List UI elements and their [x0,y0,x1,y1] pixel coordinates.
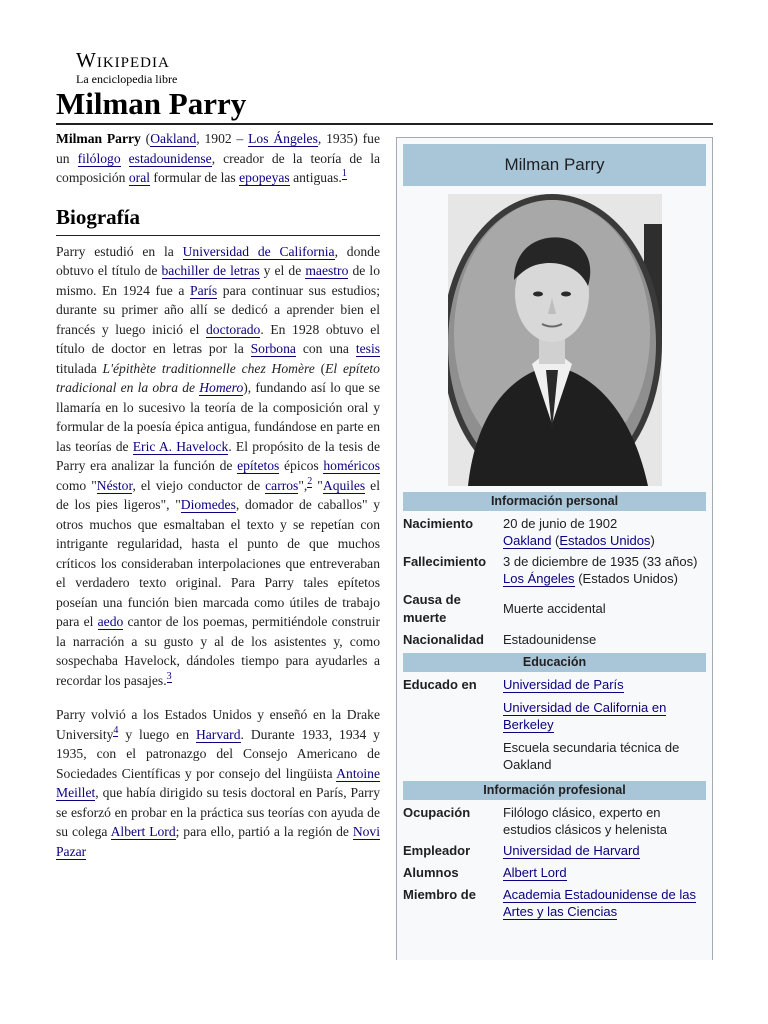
infobox [396,137,713,960]
link-sorbona[interactable]: Sorbona [250,341,296,356]
page-title: Milman Parry [56,86,247,121]
link-universidad-california-berkeley[interactable]: Universidad de California en Berkeley [503,700,667,732]
link-havelock[interactable]: Eric A. Havelock [132,438,229,454]
link-epitetos[interactable]: epítetos [237,458,280,473]
section-profesional: Información profesional [403,781,706,800]
row-nacionalidad: Nacionalidad Estadounidense [403,632,597,647]
link-aedo[interactable]: aedo [97,614,124,629]
link-los-angeles-infobox[interactable]: Los Ángeles [503,571,575,586]
row-miembro-de: Miembro de Academia Estadounidense de las Artes y las Ciencias [403,887,696,919]
link-universidad-harvard[interactable]: Universidad de Harvard [503,843,640,858]
link-homero[interactable]: Homero [199,380,244,395]
link-diomedes[interactable]: Diomedes [180,497,236,512]
link-carros[interactable]: carros [265,477,299,493]
reference-4[interactable]: 4 [113,724,119,736]
row-ocupacion: Ocupación Filólogo clásico, experto en estudios clásicos y helenista [403,805,668,837]
subject-name: Milman Parry [56,131,141,146]
link-doctorado[interactable]: doctorado [206,321,261,337]
wikipedia-wordmark: Wikipedia [76,48,170,72]
link-filologo[interactable]: filólogo [77,150,121,166]
portrait-photo[interactable] [448,194,662,486]
link-estados-unidos[interactable]: Estados Unidos [559,533,651,548]
thesis-translation: El epíteto tradicional en la obra de Homero [56,360,380,395]
link-estadounidense[interactable]: estadounidense [128,150,212,166]
wikipedia-logo[interactable] [76,48,177,86]
link-oakland[interactable]: Oakland [150,131,197,146]
link-academia-estadounidense[interactable]: Academia Estadounidense de las Artes y las Ciencias [503,887,696,919]
link-universidad-california[interactable]: Universidad de California [182,243,335,259]
row-causa-muerte: Causa de muerte Muerte accidental [403,592,606,625]
link-epopeyas[interactable]: epopeyas [239,170,290,185]
row-alumnos: Alumnos Albert Lord [403,865,567,880]
section-educacion: Educación [403,653,706,672]
infobox-title: Milman Parry [403,144,706,186]
link-harvard[interactable]: Harvard [195,726,241,742]
article-body [56,129,380,876]
reference-1[interactable]: 1 [341,168,347,180]
link-albert-lord[interactable]: Albert Lord [110,824,176,839]
link-los-angeles[interactable]: Los Ángeles [248,131,318,146]
link-tesis[interactable]: tesis [355,341,381,356]
link-albert-lord-infobox[interactable]: Albert Lord [503,865,567,880]
link-antoine-meillet[interactable]: Antoine Meillet [56,765,380,800]
biography-paragraph-1: Parry estudió en la Universidad de California, donde obtuvo el título de bachiller de letras y el de maestro de lo mismo. En 1924 fue a París para continuar sus estudios; durante su primer año allí se dedicó a aprender bien el francés y luego inició el doctorado. En 1928 obtuvo el título de doctor en letras por la Sorbona con una tesis titulada L'épithète traditionnelle chez Homère (El epíteto tradicional en la obra de Homero), fundando así lo que se llamaría en lo sucesivo la teoría de la composición oral y formular de la poesía épica antigua, fundándose en parte en las teorías de Eric A. Havelock. El propósito de la tesis de Parry era analizar la función de epítetos épicos homéricos como "Néstor, el viejo conductor de carros",$^2$ "Aquiles el de los pies ligeros", "Diomedes, domador de caballos" y otros muchos que esmaltaban el texto y se repetían con intrigante regularidad, hasta el punto de que muchos críticos los consideraban interpolaciones que entreveraban el verdadero texto original. Para Parry tales epítetos poseían una función bien marcada como útiles de trabajo para el aedo cantor de los poemas, permitiéndole construir la narración a su gusto y al de los asistentes y, como sospechaba Havelock, dándoles tiempo para ayudarles a recordar los pasajes.$^3$ [56,243,381,688]
row-fallecimiento: Fallecimiento 3 de diciembre de 1935 (33 años) Los Ángeles (Estados Unidos) [403,554,698,586]
education-item-oakland: Escuela secundaria técnica de Oakland [503,740,680,772]
link-homericos[interactable]: homéricos [323,458,381,473]
link-novi-pazar[interactable]: Novi Pazar [56,824,380,859]
row-nacimiento: Nacimiento 20 de junio de 1902 Oakland (Estados Unidos) [403,516,655,548]
row-educado-en: Educado en Universidad de París Universidad de California en Berkeley Escuela secundaria técnica de Oakland [403,672,706,773]
link-bachiller-letras[interactable]: bachiller de letras [161,263,260,278]
link-aquiles[interactable]: Aquiles [322,477,366,493]
thesis-title: L'épithète traditionnelle chez Homère [102,360,315,376]
link-maestro[interactable]: maestro [305,263,349,278]
link-universidad-paris[interactable]: Universidad de París [503,677,624,692]
row-empleador: Empleador Universidad de Harvard [403,843,640,858]
link-nestor[interactable]: Néstor [96,477,133,493]
biography-paragraph-2: Parry volvió a los Estados Unidos y enseñó en la Drake University$^4$ y luego en Harvard. Durante 1933, 1934 y 1935, con el patronazgo del Consejo Americano de Sociedades Científicas y por consejo del lingüista Antoine Meillet, que había dirigido su tesis doctoral en París, Parry se esforzó en probar en la práctica sus teorías con ayuda de su colega Albert Lord; para ello, partió a la región de Novi Pazar [56,707,380,859]
lead-paragraph: Milman Parry (Oakland, 1902 – Los Ángeles, 1935) fue un filólogo estadounidense, creador de la teoría de la composición oral formular de las epopeyas antiguas.$^1$ [56,131,381,185]
link-paris[interactable]: París [190,282,218,298]
section-heading-biografia: Biografía [56,204,380,236]
portrait-image [448,194,662,486]
title-divider [56,123,713,125]
reference-2[interactable]: 2 [307,475,313,487]
wikipedia-tagline: La enciclopedia libre [76,72,178,86]
section-personal: Información personal [403,492,706,511]
link-oakland-infobox[interactable]: Oakland [503,533,552,548]
reference-3[interactable]: 3 [166,670,172,682]
link-oral[interactable]: oral [128,170,151,185]
